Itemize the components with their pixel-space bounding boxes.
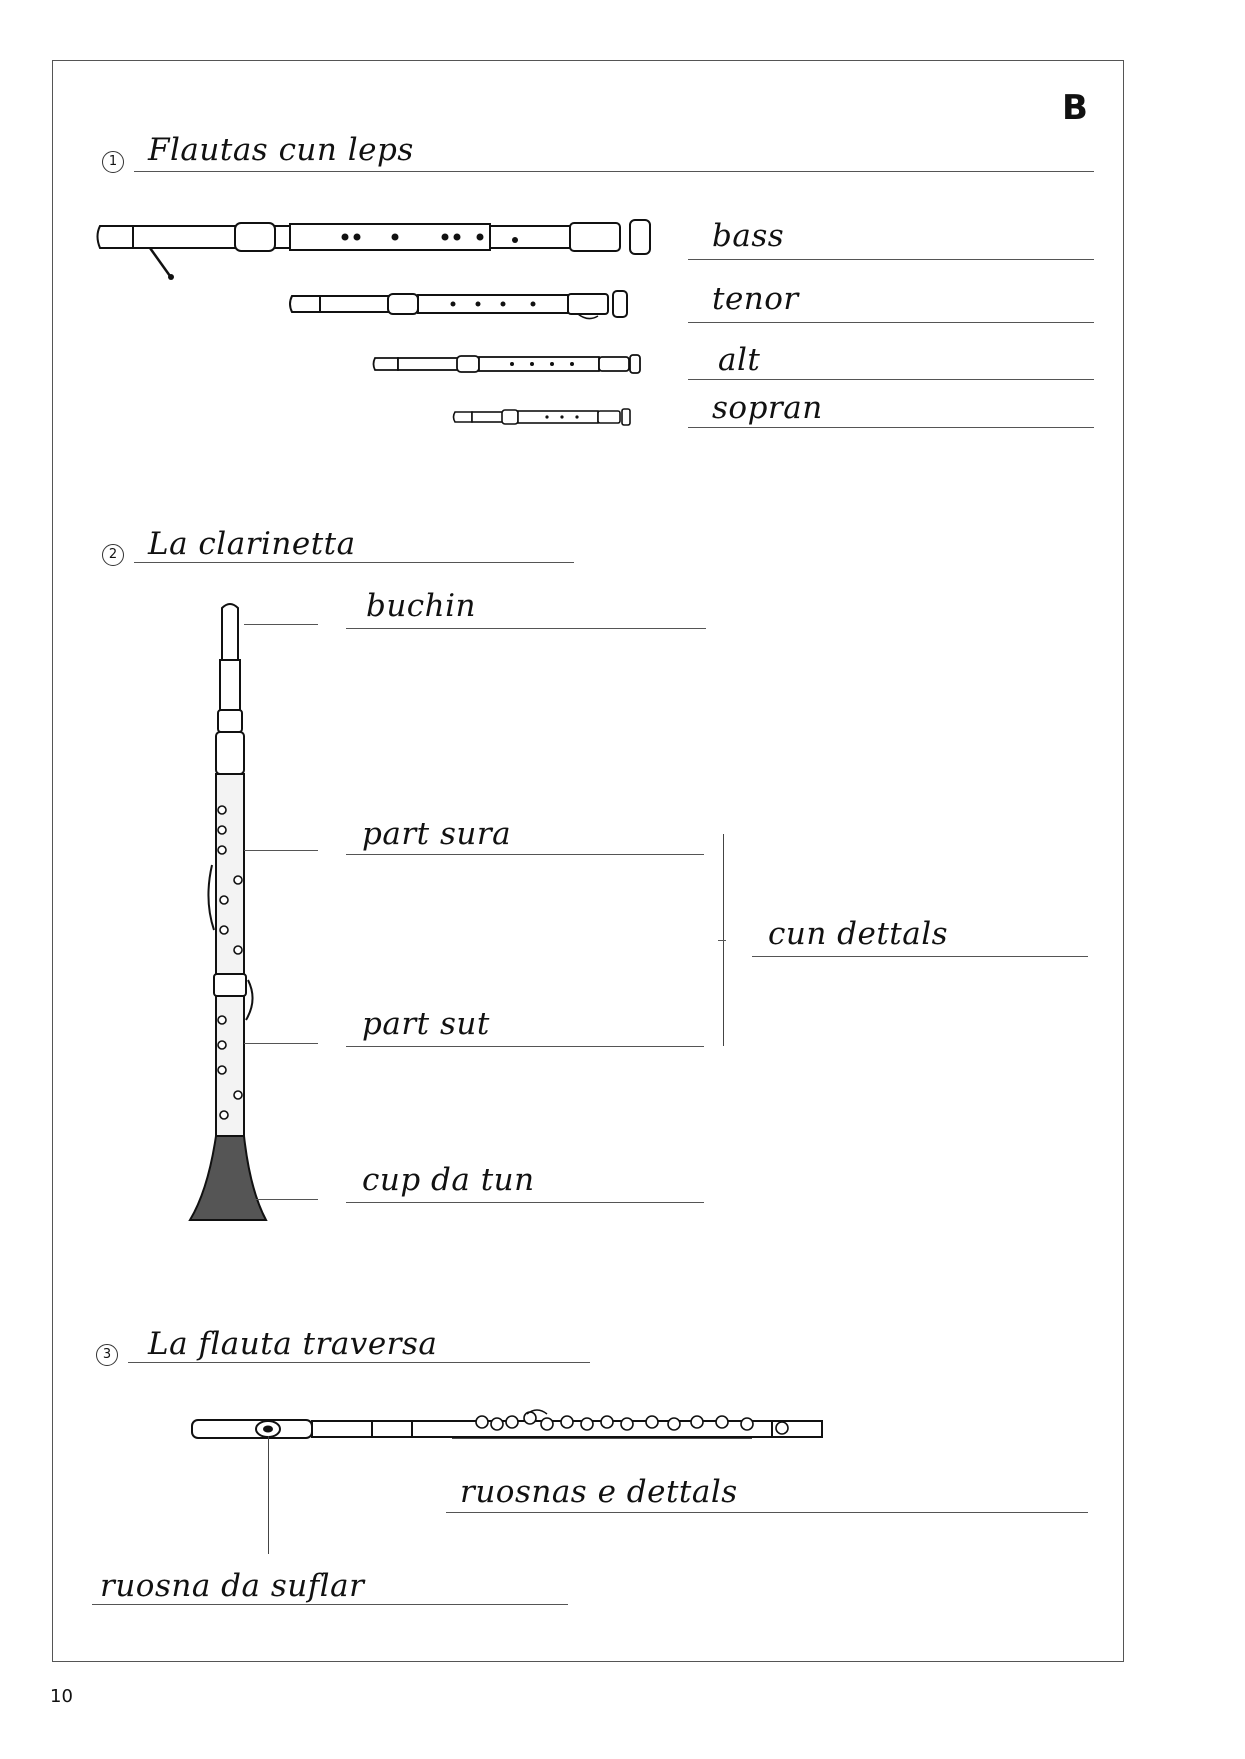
clarinet-drawing bbox=[188, 600, 278, 1232]
upper-joint-label: part sura bbox=[362, 816, 512, 852]
mouthpiece-label: buchin bbox=[366, 588, 477, 624]
tenor-recorder-drawing bbox=[288, 288, 648, 328]
section-2-number: 2 bbox=[102, 544, 124, 566]
keys-label: ruosnas e dettals bbox=[460, 1474, 738, 1510]
transverse-flute-drawing bbox=[192, 1406, 832, 1458]
tenor-rule bbox=[688, 322, 1094, 323]
lower-joint-label: part sut bbox=[362, 1006, 490, 1042]
cup-leader bbox=[256, 1199, 318, 1200]
upper-joint-rule bbox=[346, 854, 704, 855]
details-label: cun dettals bbox=[768, 916, 949, 952]
bell-rule bbox=[346, 1202, 704, 1203]
bracket-tick bbox=[718, 940, 726, 941]
alto-rule bbox=[688, 379, 1094, 380]
soprano-recorder-drawing bbox=[452, 406, 642, 432]
page-number: 10 bbox=[50, 1686, 73, 1707]
keys-rule bbox=[446, 1512, 1088, 1513]
lower-joint-rule bbox=[346, 1046, 704, 1047]
embouchure-rule bbox=[92, 1604, 568, 1605]
bass-label: bass bbox=[712, 218, 785, 254]
section-1-title-rule bbox=[134, 171, 1094, 172]
section-3-number: 3 bbox=[96, 1344, 118, 1366]
bell-label: cup da tun bbox=[362, 1162, 535, 1198]
part-sut-leader bbox=[244, 1043, 318, 1044]
section-3-title: La flauta traversa bbox=[148, 1326, 438, 1362]
soprano-rule bbox=[688, 427, 1094, 428]
bass-recorder-drawing bbox=[95, 214, 665, 284]
section-2-title-rule bbox=[134, 562, 574, 563]
section-3-title-rule bbox=[128, 1362, 590, 1363]
soprano-label: sopran bbox=[712, 390, 823, 426]
section-badge: B bbox=[1062, 88, 1088, 128]
details-rule bbox=[752, 956, 1088, 957]
alto-recorder-drawing bbox=[372, 352, 652, 382]
section-1-title: Flautas cun leps bbox=[148, 132, 414, 168]
section-2-title: La clarinetta bbox=[148, 526, 356, 562]
bass-rule bbox=[688, 259, 1094, 260]
embouchure-label: ruosna da suflar bbox=[100, 1568, 365, 1604]
embouchure-leader bbox=[268, 1436, 269, 1554]
mouthpiece-rule bbox=[346, 628, 706, 629]
section-1-number: 1 bbox=[102, 151, 124, 173]
part-sura-leader bbox=[244, 850, 318, 851]
buchin-leader bbox=[244, 624, 318, 625]
alto-label: alt bbox=[718, 342, 761, 378]
tenor-label: tenor bbox=[712, 281, 799, 317]
